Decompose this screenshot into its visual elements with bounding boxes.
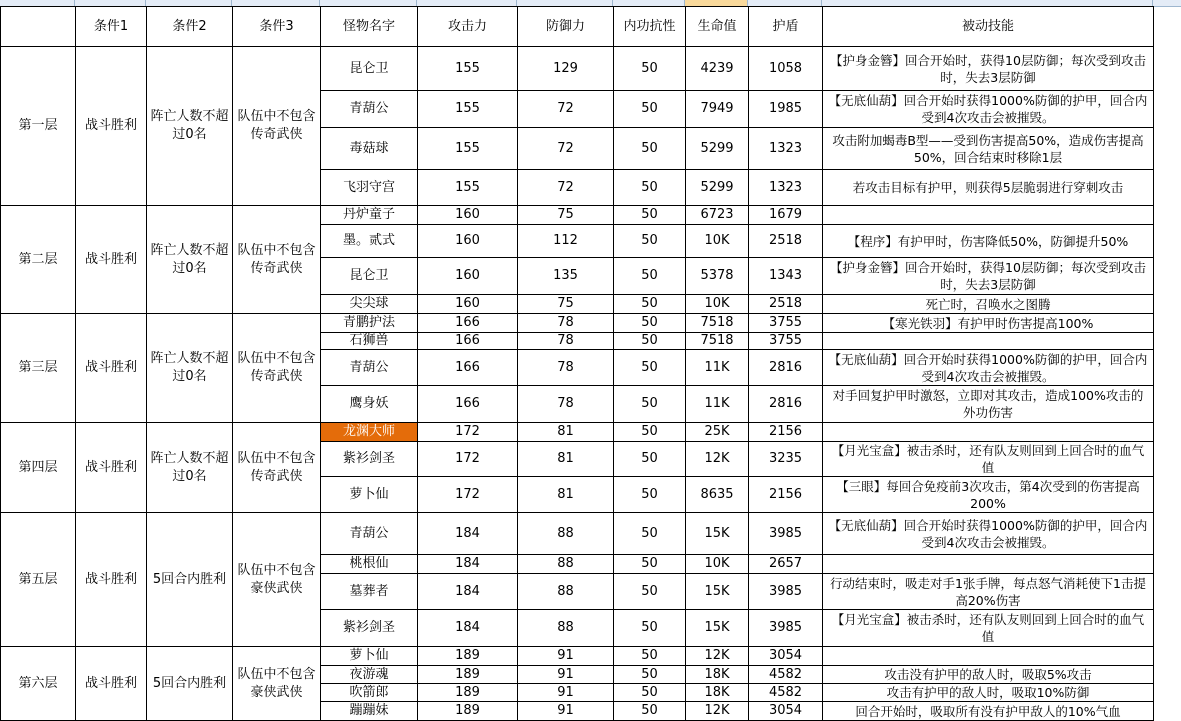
- condition1-cell[interactable]: 战斗胜利: [76, 314, 147, 423]
- attack-cell[interactable]: 166: [418, 314, 518, 333]
- floor-name-cell[interactable]: 第五层: [1, 513, 76, 647]
- condition3-cell[interactable]: 队伍中不包含传奇武侠: [233, 314, 321, 423]
- hp-cell[interactable]: 8635: [686, 477, 749, 513]
- header-row: [1, 7, 1154, 47]
- hp-cell[interactable]: 7518: [686, 333, 749, 350]
- shield-cell[interactable]: 2657: [749, 555, 823, 574]
- floor-name-cell[interactable]: 第二层: [1, 206, 76, 314]
- passive-skill-cell[interactable]: 若攻击目标有护甲，则获得5层脆弱进行穿刺攻击: [823, 170, 1154, 206]
- resistance-cell[interactable]: 50: [614, 128, 686, 170]
- passive-skill-cell[interactable]: [823, 647, 1154, 666]
- monster-name-cell[interactable]: 青葫公: [321, 513, 418, 555]
- monster-name-cell[interactable]: 吹箭郎: [321, 684, 418, 702]
- hp-cell[interactable]: 4239: [686, 47, 749, 91]
- condition2-cell[interactable]: 5回合内胜利: [147, 647, 233, 721]
- condition3-cell[interactable]: 队伍中不包含豪侠武侠: [233, 647, 321, 721]
- condition1-cell[interactable]: 战斗胜利: [76, 647, 147, 721]
- attack-cell[interactable]: 155: [418, 47, 518, 91]
- floor-name-cell[interactable]: 第六层: [1, 647, 76, 721]
- resistance-cell[interactable]: 50: [614, 666, 686, 684]
- defense-cell[interactable]: 91: [518, 647, 614, 666]
- monster-name-cell[interactable]: 鹰身妖: [321, 386, 418, 423]
- resistance-cell[interactable]: 50: [614, 702, 686, 721]
- header-cell[interactable]: 生命值: [686, 7, 749, 47]
- condition2-cell[interactable]: 阵亡人数不超过0名: [147, 206, 233, 314]
- defense-cell[interactable]: 72: [518, 128, 614, 170]
- resistance-cell[interactable]: 50: [614, 477, 686, 513]
- shield-cell[interactable]: 1058: [749, 47, 823, 91]
- attack-cell[interactable]: 166: [418, 386, 518, 423]
- monster-name-cell[interactable]: 昆仑卫: [321, 258, 418, 295]
- passive-skill-cell[interactable]: 【护身金簪】回合开始时，获得10层防御；每次受到攻击时，失去3层防御: [823, 258, 1154, 295]
- shield-cell[interactable]: 3985: [749, 574, 823, 610]
- header-cell[interactable]: [1, 7, 76, 47]
- floor-name-cell[interactable]: 第三层: [1, 314, 76, 423]
- hp-cell[interactable]: 5299: [686, 128, 749, 170]
- hp-cell[interactable]: 18K: [686, 666, 749, 684]
- attack-cell[interactable]: 184: [418, 574, 518, 610]
- passive-skill-cell[interactable]: 攻击附加蝎毒B型——受到伤害提高50%，造成伤害提高50%，回合结束时移除1层: [823, 128, 1154, 170]
- passive-skill-cell[interactable]: [823, 333, 1154, 350]
- table-row: [1, 206, 1154, 225]
- resistance-cell[interactable]: 50: [614, 170, 686, 206]
- condition2-cell[interactable]: 阵亡人数不超过0名: [147, 314, 233, 423]
- header-cell[interactable]: 条件1: [76, 7, 147, 47]
- floor-name-cell[interactable]: 第一层: [1, 47, 76, 206]
- attack-cell[interactable]: 184: [418, 513, 518, 555]
- shield-cell[interactable]: 2816: [749, 350, 823, 386]
- hp-cell[interactable]: 12K: [686, 442, 749, 477]
- attack-cell[interactable]: 189: [418, 684, 518, 702]
- attack-cell[interactable]: 172: [418, 442, 518, 477]
- monster-name-cell[interactable]: 青葫公: [321, 350, 418, 386]
- defense-cell[interactable]: 78: [518, 333, 614, 350]
- hp-cell[interactable]: 10K: [686, 295, 749, 314]
- resistance-cell[interactable]: 50: [614, 574, 686, 610]
- passive-skill-cell[interactable]: 【护身金簪】回合开始时，获得10层防御；每次受到攻击时，失去3层防御: [823, 47, 1154, 91]
- defense-cell[interactable]: 78: [518, 386, 614, 423]
- monster-name-cell[interactable]: 飞羽守宫: [321, 170, 418, 206]
- attack-cell[interactable]: 166: [418, 350, 518, 386]
- attack-cell[interactable]: 160: [418, 225, 518, 258]
- defense-cell[interactable]: 112: [518, 225, 614, 258]
- monster-name-cell[interactable]: 夜游魂: [321, 666, 418, 684]
- attack-cell[interactable]: 160: [418, 258, 518, 295]
- header-cell[interactable]: 防御力: [518, 7, 614, 47]
- defense-cell[interactable]: 72: [518, 170, 614, 206]
- passive-skill-cell[interactable]: 【寒光铁羽】有护甲时伤害提高100%: [823, 314, 1154, 333]
- hp-cell[interactable]: 18K: [686, 684, 749, 702]
- passive-skill-cell[interactable]: [823, 206, 1154, 225]
- header-cell[interactable]: 条件2: [147, 7, 233, 47]
- condition1-cell[interactable]: 战斗胜利: [76, 513, 147, 647]
- monster-name-cell[interactable]: 桃根仙: [321, 555, 418, 574]
- header-cell[interactable]: 被动技能: [823, 7, 1154, 47]
- attack-cell[interactable]: 172: [418, 477, 518, 513]
- hp-cell[interactable]: 5299: [686, 170, 749, 206]
- shield-cell[interactable]: 1323: [749, 128, 823, 170]
- defense-cell[interactable]: 88: [518, 555, 614, 574]
- passive-skill-cell[interactable]: 【三眼】每回合免疫前3次攻击，第4次受到的伤害提高200%: [823, 477, 1154, 513]
- resistance-cell[interactable]: 50: [614, 684, 686, 702]
- shield-cell[interactable]: 2518: [749, 225, 823, 258]
- shield-cell[interactable]: 3054: [749, 702, 823, 721]
- attack-cell[interactable]: 189: [418, 647, 518, 666]
- shield-cell[interactable]: 4582: [749, 684, 823, 702]
- monster-name-cell[interactable]: 萝卜仙: [321, 647, 418, 666]
- resistance-cell[interactable]: 50: [614, 513, 686, 555]
- hp-cell[interactable]: 6723: [686, 206, 749, 225]
- resistance-cell[interactable]: 50: [614, 386, 686, 423]
- header-cell[interactable]: 怪物名字: [321, 7, 418, 47]
- condition1-cell[interactable]: 战斗胜利: [76, 423, 147, 513]
- hp-cell[interactable]: 7949: [686, 91, 749, 128]
- monster-name-cell[interactable]: 昆仑卫: [321, 47, 418, 91]
- attack-cell[interactable]: 155: [418, 91, 518, 128]
- shield-cell[interactable]: 2816: [749, 386, 823, 423]
- condition2-cell[interactable]: 阵亡人数不超过0名: [147, 423, 233, 513]
- defense-cell[interactable]: 78: [518, 314, 614, 333]
- hp-cell[interactable]: 11K: [686, 386, 749, 423]
- header-cell[interactable]: 护盾: [749, 7, 823, 47]
- condition3-cell[interactable]: 队伍中不包含传奇武侠: [233, 206, 321, 314]
- monster-name-cell[interactable]: 紫衫剑圣: [321, 442, 418, 477]
- passive-skill-cell[interactable]: 【无底仙葫】回合开始时获得1000%防御的护甲，回合内受到4次攻击会被摧毁。: [823, 91, 1154, 128]
- hp-cell[interactable]: 15K: [686, 574, 749, 610]
- shield-cell[interactable]: 3985: [749, 513, 823, 555]
- defense-cell[interactable]: 129: [518, 47, 614, 91]
- defense-cell[interactable]: 91: [518, 684, 614, 702]
- defense-cell[interactable]: 88: [518, 574, 614, 610]
- passive-skill-cell[interactable]: 对手回复护甲时激怒，立即对其攻击，造成100%攻击的外功伤害: [823, 386, 1154, 423]
- header-cell[interactable]: 内功抗性: [614, 7, 686, 47]
- condition1-cell[interactable]: 战斗胜利: [76, 47, 147, 206]
- condition3-cell[interactable]: 队伍中不包含豪侠武侠: [233, 513, 321, 647]
- passive-skill-cell[interactable]: [823, 555, 1154, 574]
- defense-cell[interactable]: 88: [518, 610, 614, 647]
- defense-cell[interactable]: 78: [518, 350, 614, 386]
- shield-cell[interactable]: 1985: [749, 91, 823, 128]
- shield-cell[interactable]: 1323: [749, 170, 823, 206]
- resistance-cell[interactable]: 50: [614, 423, 686, 442]
- attack-cell[interactable]: 160: [418, 295, 518, 314]
- resistance-cell[interactable]: 50: [614, 91, 686, 128]
- monster-name-cell[interactable]: 紫衫剑圣: [321, 610, 418, 647]
- shield-cell[interactable]: 2518: [749, 295, 823, 314]
- attack-cell[interactable]: 160: [418, 206, 518, 225]
- hp-cell[interactable]: 12K: [686, 647, 749, 666]
- table-row: [1, 314, 1154, 333]
- table-row: [1, 647, 1154, 666]
- hp-cell[interactable]: 15K: [686, 513, 749, 555]
- defense-cell[interactable]: 81: [518, 423, 614, 442]
- passive-skill-cell[interactable]: 攻击有护甲的敌人时，吸取10%防御: [823, 684, 1154, 702]
- hp-cell[interactable]: 15K: [686, 610, 749, 647]
- hp-cell[interactable]: 5378: [686, 258, 749, 295]
- hp-cell[interactable]: 25K: [686, 423, 749, 442]
- header-cell[interactable]: 条件3: [233, 7, 321, 47]
- shield-cell[interactable]: 1679: [749, 206, 823, 225]
- resistance-cell[interactable]: 50: [614, 47, 686, 91]
- monster-name-cell[interactable]: 龙渊大师: [321, 423, 418, 442]
- monster-name-cell[interactable]: 青葫公: [321, 91, 418, 128]
- condition2-cell[interactable]: 5回合内胜利: [147, 513, 233, 647]
- attack-cell[interactable]: 189: [418, 666, 518, 684]
- defense-cell[interactable]: 81: [518, 477, 614, 513]
- floor-name-cell[interactable]: 第四层: [1, 423, 76, 513]
- shield-cell[interactable]: 3054: [749, 647, 823, 666]
- shield-cell[interactable]: 3235: [749, 442, 823, 477]
- table-row: [1, 513, 1154, 555]
- defense-cell[interactable]: 72: [518, 91, 614, 128]
- defense-cell[interactable]: 135: [518, 258, 614, 295]
- hp-cell[interactable]: 12K: [686, 702, 749, 721]
- defense-cell[interactable]: 75: [518, 206, 614, 225]
- passive-skill-cell[interactable]: 攻击没有护甲的敌人时，吸取5%攻击: [823, 666, 1154, 684]
- attack-cell[interactable]: 184: [418, 555, 518, 574]
- passive-skill-cell[interactable]: 行动结束时，吸走对手1张手牌，每点怒气消耗使下1击提高20%伤害: [823, 574, 1154, 610]
- shield-cell[interactable]: 4582: [749, 666, 823, 684]
- spreadsheet-grid: [0, 6, 1154, 721]
- passive-skill-cell[interactable]: 【无底仙葫】回合开始时获得1000%防御的护甲，回合内受到4次攻击会被摧毁。: [823, 350, 1154, 386]
- condition3-cell[interactable]: 队伍中不包含传奇武侠: [233, 423, 321, 513]
- resistance-cell[interactable]: 50: [614, 442, 686, 477]
- monster-name-cell[interactable]: 萝卜仙: [321, 477, 418, 513]
- passive-skill-cell[interactable]: 【无底仙葫】回合开始时获得1000%防御的护甲，回合内受到4次攻击会被摧毁。: [823, 513, 1154, 555]
- monster-name-cell[interactable]: 蹦蹦妹: [321, 702, 418, 721]
- resistance-cell[interactable]: 50: [614, 555, 686, 574]
- shield-cell[interactable]: 3755: [749, 333, 823, 350]
- resistance-cell[interactable]: 50: [614, 350, 686, 386]
- resistance-cell[interactable]: 50: [614, 610, 686, 647]
- resistance-cell[interactable]: 50: [614, 206, 686, 225]
- table-row: [1, 423, 1154, 442]
- monster-name-cell[interactable]: 尖尖球: [321, 295, 418, 314]
- monster-name-cell[interactable]: 石狮兽: [321, 333, 418, 350]
- attack-cell[interactable]: 172: [418, 423, 518, 442]
- resistance-cell[interactable]: 50: [614, 647, 686, 666]
- resistance-cell[interactable]: 50: [614, 295, 686, 314]
- resistance-cell[interactable]: 50: [614, 225, 686, 258]
- attack-cell[interactable]: 189: [418, 702, 518, 721]
- hp-cell[interactable]: 10K: [686, 555, 749, 574]
- defense-cell[interactable]: 75: [518, 295, 614, 314]
- defense-cell[interactable]: 91: [518, 666, 614, 684]
- defense-cell[interactable]: 88: [518, 513, 614, 555]
- passive-skill-cell[interactable]: [823, 423, 1154, 442]
- condition3-cell[interactable]: 队伍中不包含传奇武侠: [233, 47, 321, 206]
- resistance-cell[interactable]: 50: [614, 333, 686, 350]
- monster-name-cell[interactable]: 毒菇球: [321, 128, 418, 170]
- attack-cell[interactable]: 155: [418, 128, 518, 170]
- condition1-cell[interactable]: 战斗胜利: [76, 206, 147, 314]
- passive-skill-cell[interactable]: 【月光宝盒】被击杀时，还有队友则回到上回合时的血气值: [823, 442, 1154, 477]
- monster-name-cell[interactable]: 墨。贰式: [321, 225, 418, 258]
- table-row: [1, 47, 1154, 91]
- attack-cell[interactable]: 155: [418, 170, 518, 206]
- monster-name-cell[interactable]: 青鹏护法: [321, 314, 418, 333]
- header-cell[interactable]: 攻击力: [418, 7, 518, 47]
- shield-cell[interactable]: 1343: [749, 258, 823, 295]
- shield-cell[interactable]: 2156: [749, 477, 823, 513]
- hp-cell[interactable]: 7518: [686, 314, 749, 333]
- hp-cell[interactable]: 11K: [686, 350, 749, 386]
- shield-cell[interactable]: 3755: [749, 314, 823, 333]
- condition2-cell[interactable]: 阵亡人数不超过0名: [147, 47, 233, 206]
- monster-name-cell[interactable]: 墓葬者: [321, 574, 418, 610]
- passive-skill-cell[interactable]: 【月光宝盒】被击杀时，还有队友则回到上回合时的血气值: [823, 610, 1154, 647]
- shield-cell[interactable]: 2156: [749, 423, 823, 442]
- resistance-cell[interactable]: 50: [614, 314, 686, 333]
- defense-cell[interactable]: 81: [518, 442, 614, 477]
- passive-skill-cell[interactable]: 回合开始时，吸取所有没有护甲敌人的10%气血: [823, 702, 1154, 721]
- passive-skill-cell[interactable]: 死亡时，召唤水之图腾: [823, 295, 1154, 314]
- attack-cell[interactable]: 184: [418, 610, 518, 647]
- passive-skill-cell[interactable]: 【程序】有护甲时，伤害降低50%，防御提升50%: [823, 225, 1154, 258]
- defense-cell[interactable]: 91: [518, 702, 614, 721]
- shield-cell[interactable]: 3985: [749, 610, 823, 647]
- monster-name-cell[interactable]: 丹炉童子: [321, 206, 418, 225]
- hp-cell[interactable]: 10K: [686, 225, 749, 258]
- resistance-cell[interactable]: 50: [614, 258, 686, 295]
- attack-cell[interactable]: 166: [418, 333, 518, 350]
